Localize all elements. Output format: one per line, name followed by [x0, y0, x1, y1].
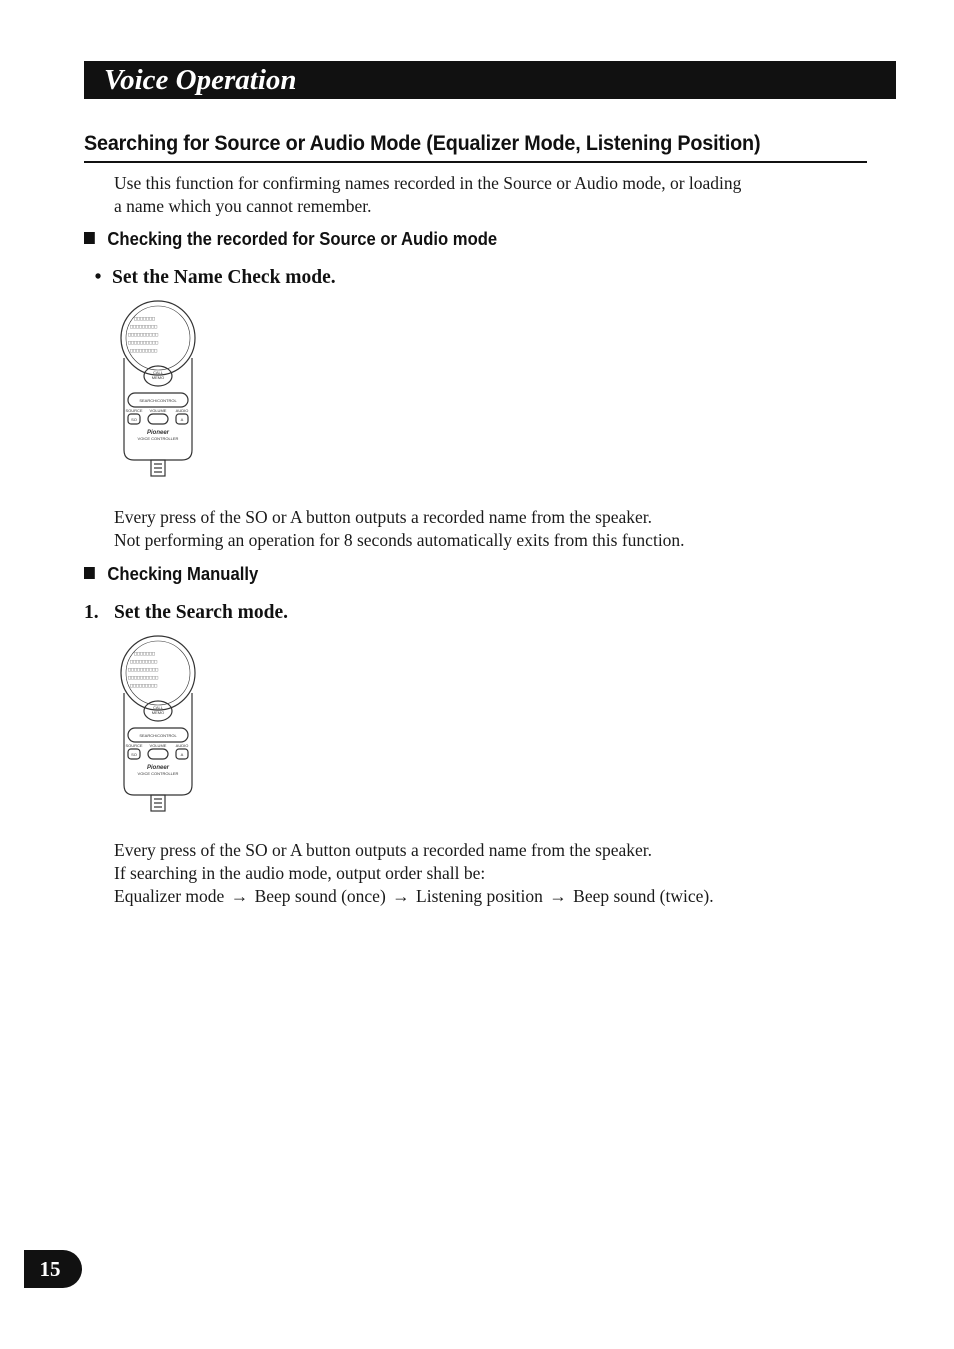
- page-number: 15: [39, 1257, 61, 1281]
- block2-line-2: If searching in the audio mode, output order shall be:: [114, 863, 486, 883]
- intro-line-1: Use this function for confirming names recorded in the Source or Audio mode, or loading: [114, 173, 742, 193]
- svg-text:□□□□□□□□□: □□□□□□□□□: [130, 683, 158, 689]
- voice-remote-illustration-2: [118, 635, 198, 815]
- remote-model: VOICE CONTROLLER: [137, 436, 179, 441]
- remote-audio-label: AUDIO: [175, 743, 189, 748]
- block2-sequence: [114, 885, 714, 908]
- remote-a-button-label: A: [180, 417, 184, 422]
- svg-text:□□□□□□□□□: □□□□□□□□□: [130, 324, 158, 330]
- sequence-item-1: Equalizer mode: [114, 886, 225, 906]
- step-number: 1.: [84, 602, 99, 623]
- svg-text:□□□□□□□□□□: □□□□□□□□□□: [128, 340, 159, 346]
- remote-volume-label: VOLUME: [149, 743, 167, 748]
- svg-text:□□□□□□□□□□: □□□□□□□□□□: [128, 675, 159, 681]
- remote-call-label: CALL: [152, 705, 164, 710]
- block1-line-1: Every press of the SO or A button outputs a recorded name from the speaker.: [114, 507, 652, 527]
- section-title: Searching for Source or Audio Mode (Equalizer Mode, Listening Position): [84, 131, 761, 155]
- square-bullet-icon: [84, 232, 95, 244]
- subheading-recorded-text: Checking the recorded for Source or Audio mode: [107, 228, 498, 249]
- intro-line-2: a name which you cannot remember.: [114, 196, 372, 216]
- svg-text:□□□□□□□□□□: □□□□□□□□□□: [128, 667, 159, 673]
- svg-text:□□□□□□□□□□: □□□□□□□□□□: [128, 332, 159, 338]
- block1-line-2: Not performing an operation for 8 seconds automatically exits from this function.: [114, 530, 685, 550]
- banner-title: Voice Operation: [104, 64, 297, 96]
- step-name-check: [84, 267, 336, 289]
- remote-so-button-label: SO: [131, 752, 137, 757]
- svg-text:□□□□□□□□□: □□□□□□□□□: [130, 348, 158, 354]
- section-banner: [84, 61, 896, 99]
- voice-remote-illustration-1: [118, 300, 198, 480]
- remote-audio-label: AUDIO: [175, 408, 189, 413]
- remote-brand: Pioneer: [146, 430, 170, 436]
- sequence-item-2: Beep sound (once): [254, 886, 386, 906]
- remote-so-button-label: SO: [131, 417, 137, 422]
- sequence-item-4: Beep sound (twice).: [573, 886, 714, 906]
- step-bullet: •: [94, 267, 102, 288]
- remote-source-label: SOURCE: [125, 743, 143, 748]
- step-search-mode-text: Set the Search mode.: [114, 602, 289, 623]
- arrow-right-icon: →: [392, 886, 410, 906]
- remote-a-button-label: A: [180, 752, 184, 757]
- remote-call-label: CALL: [152, 370, 164, 375]
- step-name-check-text: Set the Name Check mode.: [112, 267, 336, 288]
- square-bullet-icon: [84, 567, 95, 579]
- subheading-manual-text: Checking Manually: [107, 563, 259, 584]
- remote-model: VOICE CONTROLLER: [137, 771, 179, 776]
- arrow-right-icon: →: [230, 886, 249, 906]
- remote-memo-label: MEMO: [151, 710, 165, 715]
- block2-line-1: Every press of the SO or A button outputs a recorded name from the speaker.: [114, 840, 652, 860]
- sequence-item-3: Listening position: [416, 886, 543, 906]
- remote-volume-label: VOLUME: [149, 408, 167, 413]
- svg-text:□□□□□□□: □□□□□□□: [134, 316, 156, 322]
- subheading-manual: [84, 563, 258, 585]
- remote-memo-label: MEMO: [151, 375, 165, 380]
- step-search-mode: [84, 602, 288, 624]
- remote-source-label: SOURCE: [125, 408, 143, 413]
- svg-text:□□□□□□□□□: □□□□□□□□□: [130, 659, 158, 665]
- arrow-right-icon: →: [549, 886, 567, 906]
- svg-text:□□□□□□□: □□□□□□□: [134, 651, 156, 657]
- remote-band-label: SEARCH/CONTROL: [139, 733, 177, 738]
- remote-band-label: SEARCH/CONTROL: [139, 398, 177, 403]
- remote-brand: Pioneer: [146, 765, 170, 771]
- section-rule: [84, 161, 867, 163]
- page-number-tab: [24, 1250, 82, 1288]
- subheading-recorded: [84, 228, 497, 250]
